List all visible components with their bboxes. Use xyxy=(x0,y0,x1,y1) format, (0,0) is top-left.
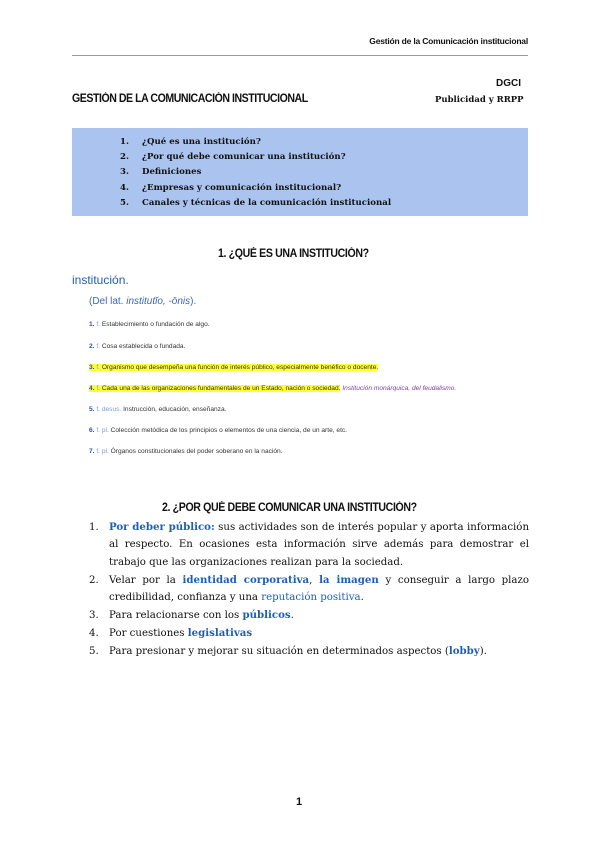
toc-item: 5. Canales y técnicas de la comunicación institucional xyxy=(120,197,392,208)
toc-item: 1. ¿Qué es una institución? xyxy=(120,137,261,147)
toc-item: 2. ¿Por qué debe comunicar una institución? xyxy=(120,152,346,163)
list-item: 5. Para presionar y mejorar su situación en determinados aspectos (lobby). xyxy=(89,645,487,658)
dgci-label: DGCI xyxy=(496,78,521,89)
definition-7: 7. f. pl. Órganos constitucionales del poder soberano en la nación. xyxy=(89,448,283,455)
definition-5: 5. f. desus. Instrucción, educación, enseñanza. xyxy=(89,406,227,413)
list-item: 4. Por cuestiones legislativas xyxy=(89,627,253,640)
document-title: GESTIÓN DE LA COMUNICACIÓN INSTITUCIONAL xyxy=(72,93,308,105)
definition-4: 4. f. Cada una de las organizaciones fundamentales de un Estado, nación o sociedad. Institución monárquica, del feudalismo. xyxy=(89,385,457,392)
etymology: (Del lat. institutĭo, -ōnis). xyxy=(89,296,197,307)
definition-6: 6. f. pl. Colección metódica de los principios o elementos de una ciencia, de un arte, etc. xyxy=(89,427,348,434)
dictionary-entry-word: institución. xyxy=(72,273,129,287)
reasons-list xyxy=(89,519,529,661)
section1-heading: 1. ¿QUÉ ES UNA INSTITUCIÓN? xyxy=(218,248,369,260)
section2-heading: 2. ¿POR QUÉ DEBE COMUNICAR UNA INSTITUCIÓN? xyxy=(162,502,417,514)
page-number: 1 xyxy=(296,796,303,808)
list-item: 3. Para relacionarse con los públicos. xyxy=(89,609,294,622)
running-header: Gestión de la Comunicación institucional xyxy=(369,36,528,46)
list-item: 2. Velar por la identidad corporativa, la imagen y conseguir a largo plazo credibilidad, confianza y una reputación positiva. xyxy=(89,573,530,604)
toc-item: 4. ¿Empresas y comunicación institucional? xyxy=(120,182,342,193)
toc-item: 3. Definiciones xyxy=(120,167,202,178)
table-of-contents xyxy=(72,128,528,216)
document-subtitle: Publicidad y RRPP xyxy=(435,95,524,105)
header-rule xyxy=(72,55,528,56)
definition-3: 3. f. Organismo que desempeña una función de interés público, especialmente benéfico o docente. xyxy=(89,364,379,371)
definition-2: 2. f. Cosa establecida o fundada. xyxy=(89,343,186,350)
list-item: 1. Por deber público: sus actividades son de interés popular y aporta información al respecto. En ocasiones esta información sirve además para demostrar el trabajo que las organizaciones realizan para la sociedad. xyxy=(89,521,530,568)
definition-1: 1. f. Establecimiento o fundación de algo. xyxy=(89,321,210,328)
